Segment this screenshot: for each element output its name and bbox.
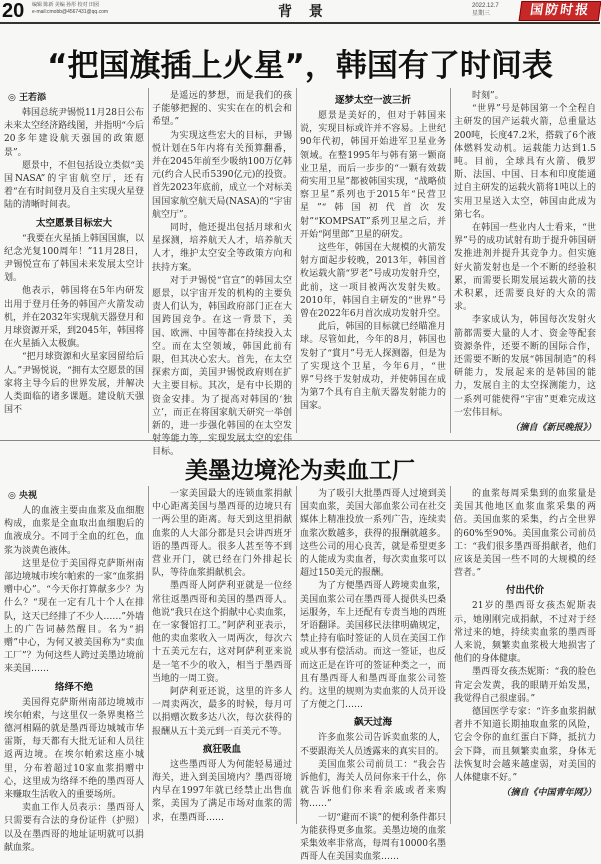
article2-author: ◎ 央视 bbox=[8, 491, 38, 501]
editor-email: e-mail:cmobb@4567431@qq.com bbox=[32, 9, 109, 15]
paragraph: 李家成认为，韩国每次发射火箭都需要大量的人才、资金等配套资源条件，还要不断的国际合作，还需要不断的发展“韩国制造”的科研能力，发展起来的是韩国的能力，发展自主的太空探测能力，这一系列可能使得“宇宙”更难完成这一宏伟目标。 bbox=[454, 315, 596, 418]
article2-col2 bbox=[152, 488, 292, 824]
paragraph: 一切“避而不谈”的便利条件都只为能获得更多血浆。美墨边境的血浆采集效率非常高，每周有10000名墨西哥人在美国卖血浆…… bbox=[300, 812, 446, 863]
issue-date bbox=[472, 2, 499, 18]
paragraph: 墨西哥女孩杰妮斯：“我的脸色肯定会发黄，我的眼睛开始发黑，我觉得自己很虚弱。” bbox=[454, 667, 596, 704]
paragraph: 卖血工作人员表示：墨西哥人只需要有合法的身份证件（护照）以及在墨西哥的地址证明就可以捐献血浆。 bbox=[4, 803, 144, 853]
author-name: 央视 bbox=[19, 491, 38, 501]
section-title: 背 景 bbox=[278, 4, 329, 20]
paragraph: 德国医学专家：“许多血浆捐献者并不知道长期抽取血浆的风险，它会令你的血红蛋白下降，抵抗力会下降，而且频繁卖血浆，身体无法恢复时会越来越虚弱，对美国的人体健康不好。” bbox=[454, 707, 596, 784]
article1-col1 bbox=[4, 90, 144, 435]
paragraph: 墨西哥人阿萨利亚就是一位经常往返墨西哥和美国的墨西哥人。他说“我只在这个捐献中心卖血浆，在一家餐馆打工。”阿萨利亚表示，他的卖血浆收入一周两次，每次六十五美元左右，这对阿萨利亚来说是一笔不少的收入，相当于墨西哥当地的一周工资。 bbox=[152, 581, 292, 684]
paragraph: 21岁的墨西哥女孩杰妮斯表示，她刚刚完成捐献，不过对于经常过来的她，持续卖血浆的墨西哥人来说，频繁卖血浆极大地损害了他们的身体健康。 bbox=[454, 601, 596, 665]
paragraph: 同时，他还提出包括月球和火星探测，培养航天人才，培养航天人才，维护太空安全等政策方向和扶持方案。 bbox=[152, 223, 292, 273]
article1-source: （摘自《新民晚报》） bbox=[510, 423, 596, 434]
subhead: 太空愿景目标宏大 bbox=[35, 217, 112, 229]
paragraph: 阿萨利亚还说，这里的许多人一周卖两次，最多的时候，每月可以捐赠次数多达八次，每次获得的报酬从五十美元到一百美元不等。 bbox=[152, 687, 292, 737]
paragraph: 愿景中，不但包括设立类似“美国NASA”的宇宙航空厅，还有着“在有时间登月及自主实现火星登陆的清晰时间表。 bbox=[4, 160, 144, 211]
column-rule bbox=[296, 486, 297, 824]
paragraph: 美国得克萨斯州南部边境城市埃尔帕索，与这里仅一条界奥格兰德河相隔的就是墨西哥边城城市华雷斯，每天都有大批无证和人员往返两边境。在埃尔帕索这座小城里，分布着超过10家血浆捐赠中心，这里成为络绎不绝的墨西哥人来赚取生活收入的重要场所。 bbox=[4, 697, 144, 801]
column-rule bbox=[450, 88, 451, 433]
paragraph: 这些年，韩国在大规模的火箭发射方面起步较晚，2013年，韩国首枚运载火箭“罗老”号成功发射升空，此前，这一项目被两次发射失败。2010年，韩国自主研发的“世界”号曾在2022年6月首次成功发射升空。 bbox=[300, 243, 446, 320]
brand-logo: 国防时报 bbox=[519, 1, 601, 21]
paragraph: “我要在火星插上韩国国旗，以纪念光复100周年！”11月28日，尹锡悦宣布了韩国未来发展太空计划。 bbox=[4, 233, 144, 284]
page-number: 20 bbox=[2, 0, 25, 22]
article2-col1 bbox=[4, 488, 144, 853]
column-rule bbox=[450, 486, 451, 824]
article2-source: （摘自《中国青年网》） bbox=[501, 788, 596, 799]
paragraph: 时刻”。 bbox=[472, 91, 504, 101]
paragraph: 他表示，韩国将在5年内研发出用于登月任务的韩国产火箭发动机，并在2032年实现航天器登月和月球资源开采，到2045年，韩国将在火星插入太极旗。 bbox=[4, 286, 144, 350]
article2-col4 bbox=[454, 488, 596, 824]
paragraph: 这里是位于美国得克萨斯州南部边境城市埃尔帕索的一家“血浆捐赠中心”。“今天你打算献多少？为什么？“现在一定有几十个人在排队，这天已经排了不少人……”外墙上的广告词赫然醒目。名为“捐赠”中心，为何又被美国称为“卖血工厂”？为何这些人跨过美墨边境前来美国…… bbox=[4, 558, 144, 675]
paragraph: “世界”号是韩国第一个全程自主研发的国产运载火箭，总重量达200吨，长度47.2米，搭载了6个液体燃料发动机。运载能力达到1.5吨。目前，全球具有火箭、俄罗斯、法国、中国、日本和印度能通过自主研发的运载火箭将1吨以上的实用卫星送入太空，韩国由此成为第七名。 bbox=[454, 104, 596, 220]
editor-credits: 编辑 陈新 美编 孙彤 校对 田囡 bbox=[32, 2, 99, 8]
article2-col3 bbox=[300, 488, 446, 863]
weekday-text: 星期三 bbox=[472, 11, 491, 17]
column-rule bbox=[148, 486, 149, 824]
subhead: 逐梦太空一波三折 bbox=[334, 95, 411, 106]
paragraph: 这些墨西哥人为何能轻易通过海关，进入到美国境内？墨西哥境内早在1997年就已经禁止出售血浆，美国为了满足市场对血浆的需求，在墨西哥…… bbox=[152, 759, 292, 823]
article1-col3 bbox=[300, 90, 446, 435]
subhead: 络绎不绝 bbox=[54, 681, 93, 693]
page-header bbox=[0, 0, 600, 24]
paragraph: 一家美国最大的连锁血浆捐献中心距离美国与墨西哥的边境只有一两公里的距离。每天到这里捐献血浆的人大部分都是只会讲西班牙语的墨西哥人。很多人甚至等不到营业开门，就已经在门外排起长队，等待血浆捐献机会。 bbox=[152, 489, 292, 579]
column-rule bbox=[148, 88, 149, 433]
paragraph: “把月球资源和火星家园留给后人。”尹锡悦说，“拥有太空愿景的国家将主导今后的世界发展，并解决人类面临的诸多课题。建设航天强国不 bbox=[4, 352, 144, 416]
article1-author: ◎ 王若添 bbox=[8, 93, 47, 103]
date-text: 2022.12.7 bbox=[472, 3, 499, 9]
editor-line bbox=[32, 2, 108, 16]
paragraph: 在韩国一些业内人士看来，“世界”号的成功试射有助于提升韩国研发推进剂并提升其竞争力。但实施好火箭发射也是一个不断的经验积累，而需要长期发展运载火箭的技术积累，还需要良好的大众的需求。 bbox=[454, 223, 596, 313]
paragraph: 对于尹锡悦“官宣”的韩国太空愿景，以宇宙开发的机构的主要负责人们认为，韩国政府部门正在大国跨国竞争。在这一背景下，美国、欧洲、中国等都在持续投入太空。而在太空领域，韩国此前有限，但其决心宏大。首先，在太空探索方面，美国尹锡悦政府则在扩大主要目标。其次，是有中长期的资金安排。为了提高对韩国的‘独立’，而正在将国家航天研究一举创新的，进一步强化韩国的在太空发 目标。 bbox=[152, 275, 292, 458]
column-rule bbox=[296, 88, 297, 433]
paragraph: 愿景是美好的，但对于韩国来说，实现目标或许并不容易。上世纪90年代初，韩国开始进军卫星业务领域。在整1995年与韩有第一颗商业卫星，而后一步步的“一颗有效载荷实用卫星”都被韩国实现，“战略侦察卫星”系列也于2015年“民营卫星”“韩国初代首次发射”“KOMPSAT”系列卫星之后，并开始“阿里郎”卫星的研发。 bbox=[300, 111, 446, 240]
article1-col2 bbox=[152, 90, 292, 458]
paragraph: 的血浆每周采集到的血浆量是美国其他地区血浆血浆采集的两倍。美国血浆的采集，约占全世界的60%至90%。美国血浆公司前员工：“我们很多墨西哥捐献者，他们应该是美国一些不同的大规模的经营者。” bbox=[454, 489, 596, 579]
paragraph: 韩国总统尹锡悦11月28日公布未来太空经济路线图，并指明“今后20多年建设航天强国的政策愿景”。 bbox=[4, 108, 144, 158]
paragraph: 许多血浆公司告诉卖血浆的人，不要跟海关人员透露来的真实目的。 bbox=[300, 733, 446, 757]
paragraph: 为实现这些宏大的目标，尹锡悦计划在5年内将有关预算翻番，并在2045年前至少吸纳100万亿韩元(约合人民币5390亿元)的投资。首先2023年底前，成立一个对标美国国家航空航天局(NASA)的“宇宙航空厅”。 bbox=[152, 130, 292, 220]
paragraph: 人的血液主要由血浆及血细胞构成，血浆是全血取出血细胞后的血液成分。不同于全血的红色，血浆为淡黄色液体。 bbox=[4, 506, 144, 556]
article2-headline: 美墨边境沦为卖血工厂 bbox=[185, 458, 415, 484]
article-divider bbox=[0, 440, 600, 441]
author-name: 王若添 bbox=[19, 93, 47, 103]
article1-col4 bbox=[454, 90, 596, 435]
paragraph: 是遥远的梦想，而是我们的孩子能够把握的、实实在在的机会和希望。” bbox=[152, 91, 292, 128]
subhead: 飙天过海 bbox=[353, 717, 392, 729]
paragraph: 此后，韩国的目标就已经瞄准月球。尽管如此，今年的8月，韩国也发射了“賞月”号无人探测器，但是为了实现这个卫星，今年6月，“世界”号终于发射成功，并使韩国在成为第7个具有自主航天器发射能力的国家。 bbox=[300, 322, 446, 412]
article1-headline: “把国旗插上火星”，韩国有了时间表 bbox=[47, 48, 553, 84]
paragraph: 为了方便墨西哥人跨境卖血浆，美国血浆公司在墨西哥人提供头巴桑运服务，车上还配有专责当地的西班牙语翻译。美国移民法律明确规定，禁止持有临时签证的人员在美国工作或从事有偿活动。而这一签证，也反而这正是在许可的签证种类之一，而且有墨西哥人和墨西哥血浆公司签约。这里的规则为卖血浆的人员开设了方便之门…… bbox=[300, 581, 446, 711]
paragraph: 为了吸引大批墨西哥人过境到美国卖血浆，美国大部血浆公司在社交媒体上精准投放一系列广告，连续卖血浆次数越多，获得的报酬就越多。这些公司的用心良苦，就是希望更多的人能成为卖血者，每次卖血浆可以超过150美元的报酬。 bbox=[300, 489, 446, 579]
subhead: 疯狂吸血 bbox=[202, 743, 241, 755]
paragraph: 美国血浆公司前员工：“我会告诉他们，海关人员问你来干什么，你就告诉他们你来看亲戚或者来购物……” bbox=[300, 759, 446, 810]
subhead: 付出代价 bbox=[505, 585, 544, 597]
